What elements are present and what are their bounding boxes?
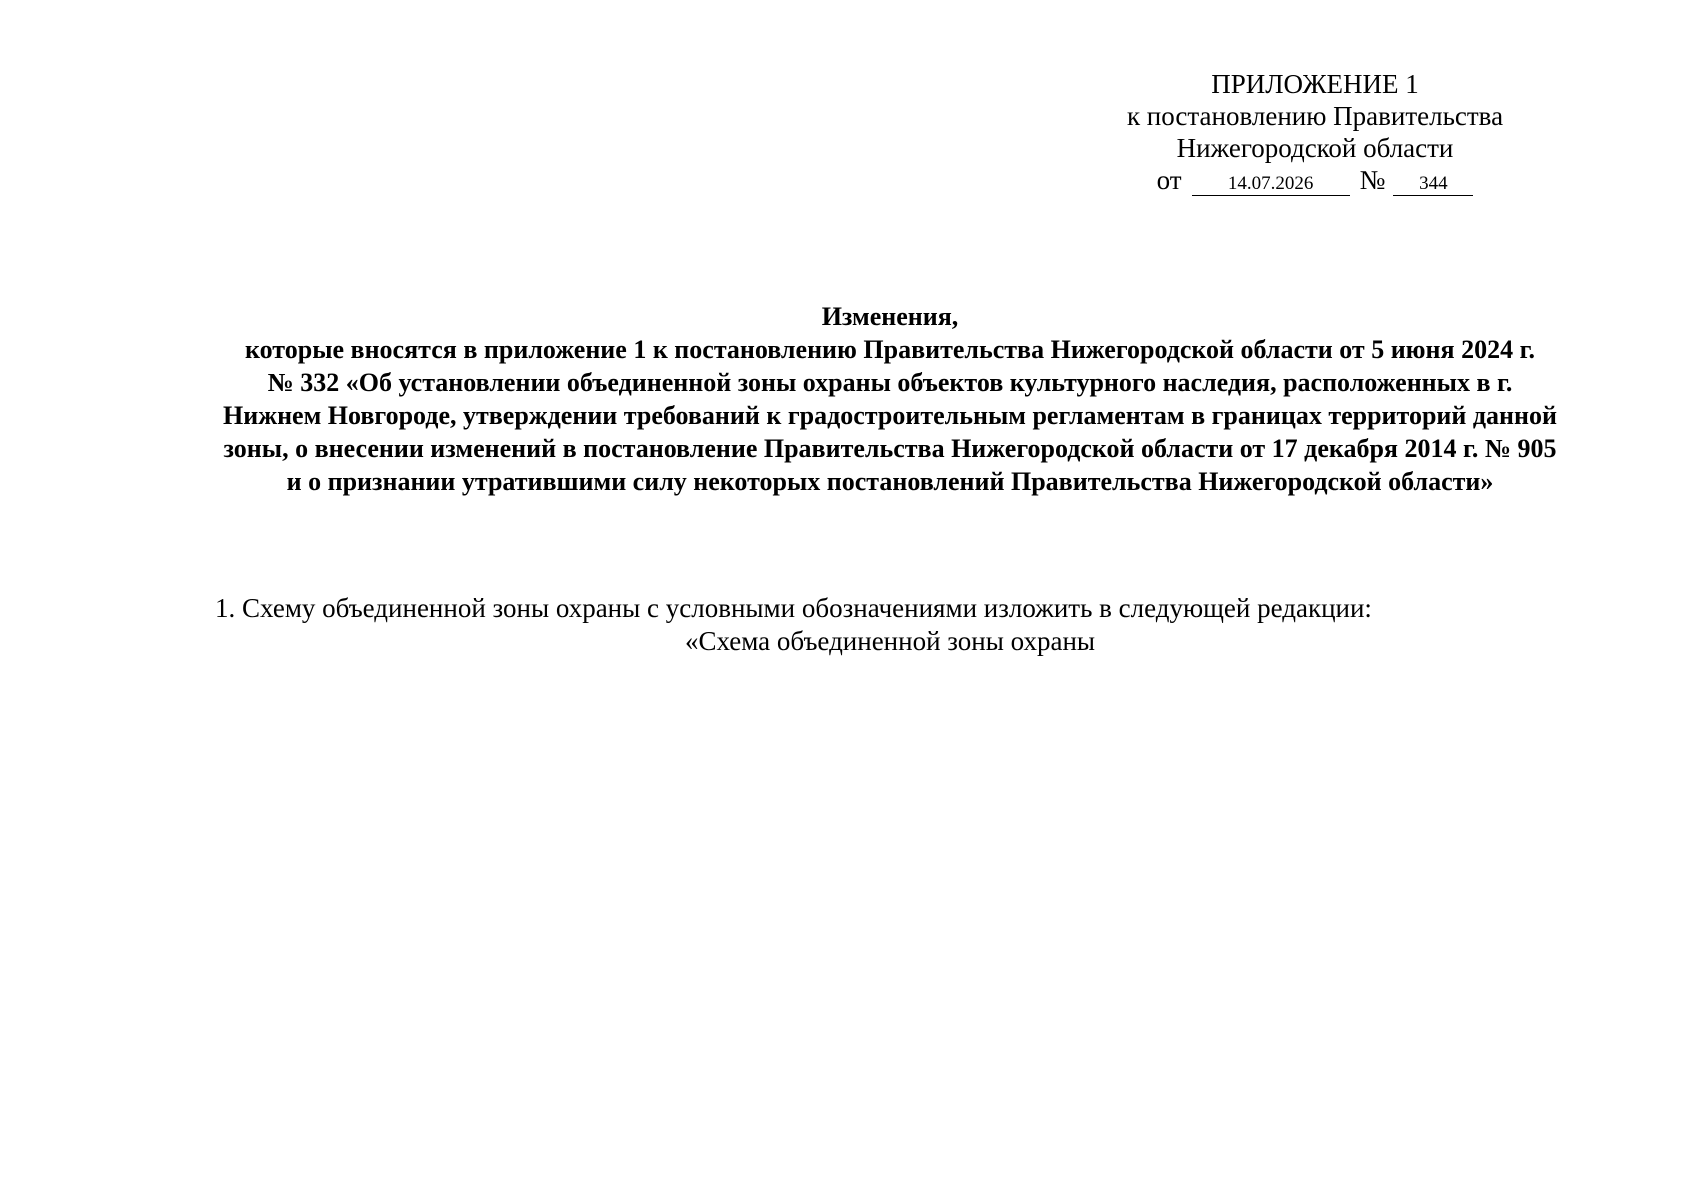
changes-title	[130, 300, 1650, 498]
title-line: которые вносятся в приложение 1 к постановлению Правительства Нижегородской области от 5 июня 2024 г.	[245, 335, 1535, 364]
appendix-title: ПРИЛОЖЕНИЕ 1	[1211, 69, 1419, 99]
document-body	[130, 592, 1650, 658]
appendix-date-line	[1010, 164, 1620, 196]
resolution-number: 344	[1393, 173, 1473, 196]
body-item-1: 1. Схему объединенной зоны охраны с условными обозначениями изложить в следующей редакции:	[215, 593, 1372, 623]
number-label: №	[1359, 165, 1386, 195]
date-label: от	[1156, 165, 1182, 195]
title-heading: Изменения,	[821, 302, 959, 331]
scheme-caption: «Схема объединенной зоны охраны	[684, 626, 1096, 656]
title-line: зоны, о внесении изменений в постановление Правительства Нижегородской области от 17 декабря 2014 г. № 905	[223, 434, 1557, 463]
title-line: № 332 «Об установлении объединенной зоны охраны объектов культурного наследия, расположенных в г.	[267, 368, 1513, 397]
resolution-date: 14.07.2026	[1192, 173, 1350, 196]
title-line: Нижнем Новгороде, утверждении требований к градостроительным регламентам в границах территорий данной	[223, 401, 1557, 430]
title-line: и о признании утратившими силу некоторых постановлений Правительства Нижегородской области»	[286, 467, 1494, 496]
appendix-line-resolution: к постановлению Правительства	[1126, 101, 1504, 131]
appendix-line-region: Нижегородской области	[1176, 133, 1454, 163]
appendix-header	[1010, 68, 1620, 196]
